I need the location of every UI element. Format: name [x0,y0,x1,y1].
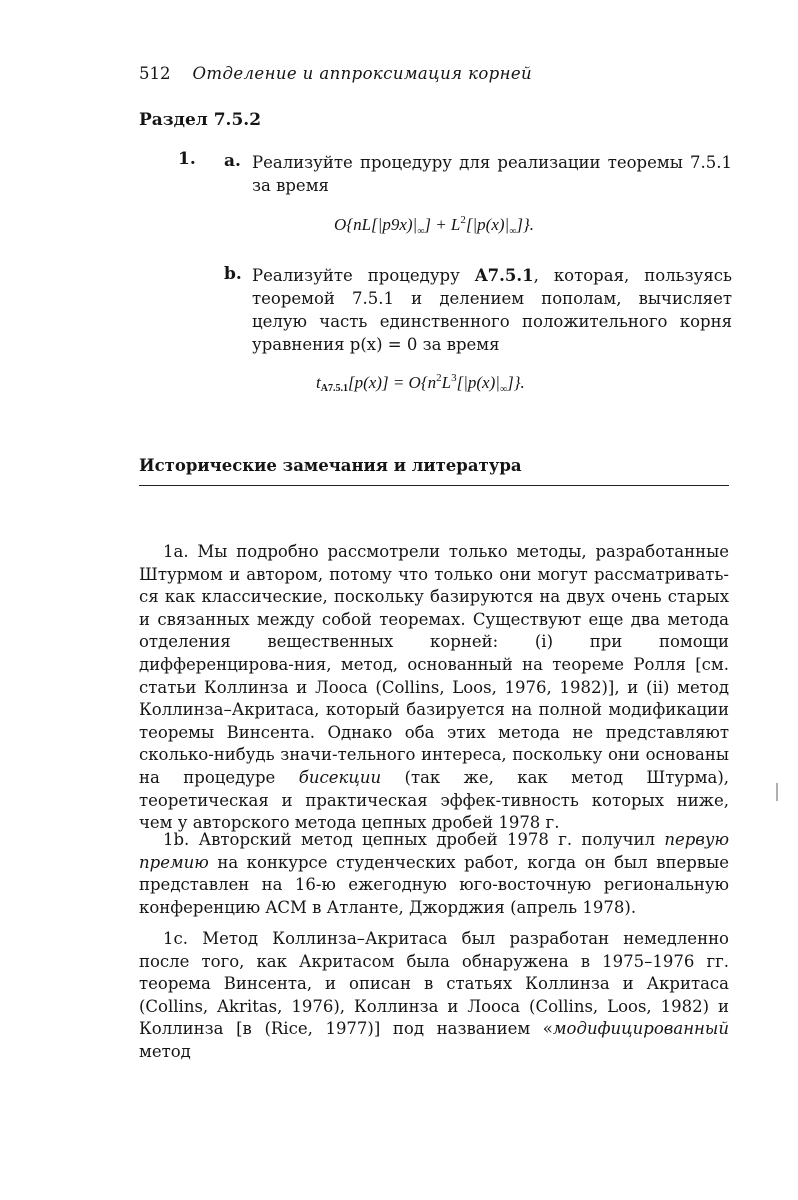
formula-2-sup1: 2 [436,372,442,384]
item-b-text-start: Реализуйте процедуру [252,266,475,285]
formula-2-tsub: A7.5.1 [320,383,348,394]
procedure-name: A7.5.1 [474,266,534,285]
formula-2-right: [|p(x)| [456,373,500,392]
formula-2-end: ]}. [507,373,525,392]
formula-1-right: [|p(x)| [465,215,510,234]
formula-2-sub: ∞ [499,384,508,395]
formula-2-L: L [441,373,452,392]
running-head [139,64,532,83]
paragraph-1a-emphasis: бисекции [298,767,382,787]
paragraph-1a-text-end: (так же, как метод Штурма), теоретическая и практическая эффек-тивность которых ниже, чем у авторского метода цепных дробей 1978 г. [139,767,729,833]
scan-artifact [776,783,778,801]
item-b-text-end: , которая, пользуясь теоремой 7.5.1 и делением пополам, вычисляет целую часть единственного положительного корня уравнения p(x) = 0 за время [252,266,732,354]
paragraph-1a-text: 1a. Мы подробно рассмотрели только методы, разработанные Штурмом и автором, потому что только они могут рассматривать-ся как классические, поскольку базируются на двух очень старых и связанных между собой теоремах. Существуют еще два метода отделения вещественных корней: (i) при помощи дифференцирова-ния, метод, основанный на теореме Ролля [см. статьи Коллинза и Лооса (Collins, Loos, 1976, 1982)], и (ii) метод Коллинза–Акритаса, который базируется на полной модификации теоремы Винсента. Однако оба этих метода не представляют сколько-нибудь значи-тельного интереса, поскольку они основаны на процедуре [139,542,729,787]
page-number: 512 [139,64,171,83]
section-title: Раздел 7.5.2 [139,110,262,130]
paragraph-1c-text-end: метод [139,1041,191,1061]
history-paragraph-1c [139,928,729,1064]
paragraph-1c-emphasis: модифицированный [552,1019,729,1039]
formula-1-left: O{nL[|p9x)| [334,215,418,234]
paragraph-1b-text: 1b. Авторский метод цепных дробей 1978 г. получил [163,830,665,849]
item-b-text [252,264,732,356]
paragraph-1b-emphasis: первую премию [139,830,729,872]
formula-1-sup: 2 [460,214,466,226]
history-heading: Исторические замечания и литература [139,456,522,475]
history-paragraph-1a [139,541,729,835]
item-a-text: Реализуйте процедуру для реализации теоремы 7.5.1 за время [252,153,732,195]
formula-1-sub2: ∞ [509,226,517,237]
item-b-letter: b. [224,264,242,284]
exercise-number: 1. [178,149,196,169]
history-paragraph-1b [139,829,729,919]
item-a-letter: a. [224,151,241,171]
formula-2 [316,372,525,395]
formula-1-mid: ] + L [424,215,461,234]
formula-1-sub: ∞ [417,226,425,237]
heading-rule [139,485,729,486]
paragraph-1b-text-end: на конкурсе студенческих работ, когда он был впервые представлен на 16-ю ежегодную юго-восточную региональную конференцию ACM в Атланте, Джорджия (апрель 1978). [139,852,729,917]
running-title: Отделение и аппроксимация корней [192,64,533,83]
formula-2-mid: [p(x)] = O{n [347,373,437,392]
formula-2-sup2: 3 [451,372,457,384]
paragraph-1c-text: 1c. Метод Коллинза–Акритаса был разработан немедленно после того, как Акритасом была обнаружена в 1975–1976 гг. теорема Винсента, и описан в статьях Коллинза и Акритаса (Collins, Akritas, 1976), Коллинза и Лооса (Collins, Loos, 1982) и Коллинза [в (Rice, 1977)] под названием « [139,929,729,1039]
formula-1-end: ]}. [516,215,535,234]
formula-2-t: t [316,373,321,392]
formula-1 [334,214,534,237]
